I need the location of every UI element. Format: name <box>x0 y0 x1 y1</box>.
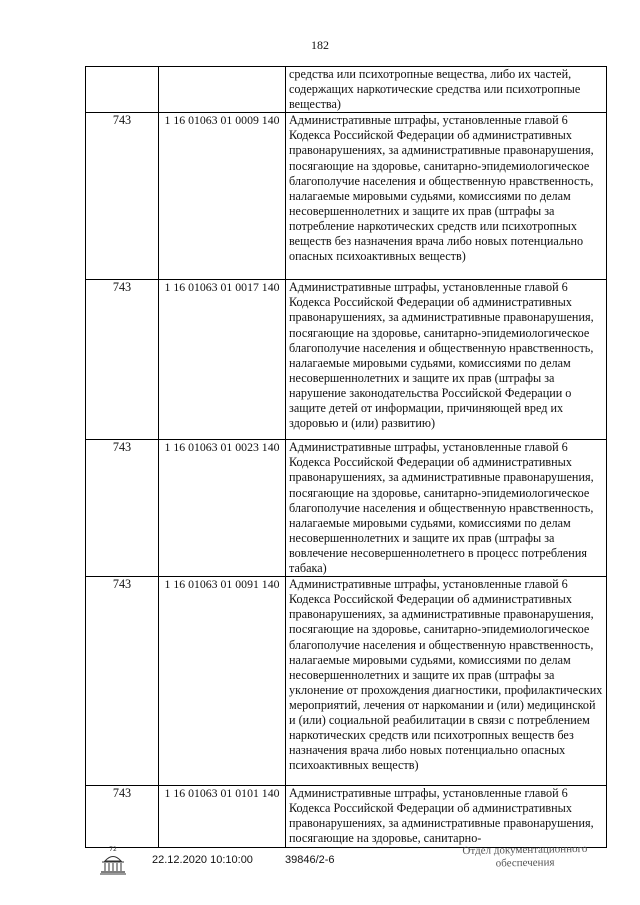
admin-code-cell: 743 <box>86 280 159 440</box>
table-row <box>86 440 607 577</box>
admin-code-cell <box>86 67 159 113</box>
table-row <box>86 786 607 847</box>
kbk-code-cell: 1 16 01063 01 0101 140 <box>159 786 286 847</box>
table-row <box>86 67 607 113</box>
table-row <box>86 280 607 440</box>
description-cell: Административные штрафы, установленные главой 6 Кодекса Российской Федерации об административных правонарушениях, за административные правонарушения, посягающие на здоровье, санитарно-эпидемиологическое благополучие населения и общественную нравственность, налагаемые мировыми судьями, комиссиями по делам несовершеннолетних и защите их прав (штрафы за потребление наркотических средств или психотропных веществ без назначения врача либо новых потенциально опасных психоактивных веществ) <box>286 113 607 280</box>
footer-datetime: 22.12.2020 10:10:00 <box>152 854 253 866</box>
table-row <box>86 577 607 786</box>
table-row <box>86 113 607 280</box>
stamp-line-2: обеспечения <box>495 856 555 870</box>
stamp-line-1: Отдел документационного <box>462 842 588 858</box>
admin-code-cell: 743 <box>86 440 159 577</box>
kbk-code-cell <box>159 67 286 113</box>
description-cell: Административные штрафы, установленные главой 6 Кодекса Российской Федерации об административных правонарушениях, за административные правонарушения, посягающие на здоровье, санитарно- <box>286 786 607 847</box>
page-number: 182 <box>311 38 329 52</box>
kbk-code-cell: 1 16 01063 01 0009 140 <box>159 113 286 280</box>
admin-code-cell: 743 <box>86 113 159 280</box>
description-cell: Административные штрафы, установленные главой 6 Кодекса Российской Федерации об административных правонарушениях, за административные правонарушения, посягающие на здоровье, санитарно-эпидемиологическое благополучие населения и общественную нравственность, налагаемые мировыми судьями, комиссиями по делам несовершеннолетних и защите их прав (штрафы за нарушение законодательства Российской Федерации о защите детей от информации, причиняющей вред их здоровью и (или) развитию) <box>286 280 607 440</box>
description-cell: Административные штрафы, установленные главой 6 Кодекса Российской Федерации об административных правонарушениях, за административные правонарушения, посягающие на здоровье, санитарно-эпидемиологическое благополучие населения и общественную нравственность, налагаемые мировыми судьями, комиссиями по делам несовершеннолетних и защите их прав (штрафы за вовлечение несовершеннолетнего в процесс потребления табака) <box>286 440 607 577</box>
department-stamp <box>450 843 600 872</box>
description-cell: средства или психотропные вещества, либо их частей, содержащих наркотические средства или психотропные вещества) <box>286 67 607 113</box>
kbk-code-cell: 1 16 01063 01 0091 140 <box>159 577 286 786</box>
description-cell: Административные штрафы, установленные главой 6 Кодекса Российской Федерации об административных правонарушениях, за административные правонарушения, посягающие на здоровье, санитарно-эпидемиологическое благополучие населения и общественную нравственность, налагаемые мировыми судьями, комиссиями по делам несовершеннолетних и защите их прав (штрафы за уклонение от прохождения диагностики, профилактических мероприятий, лечения от наркомании и (или) медицинской и (или) социальной реабилитации в связи с потреблением наркотических средств или психотропных веществ без назначения врача либо новых потенциально опасных психоактивных веществ) <box>286 577 607 786</box>
budget-code-table <box>85 66 607 848</box>
seal-text: 72 <box>109 846 117 853</box>
page-footer <box>0 842 640 902</box>
kbk-code-cell: 1 16 01063 01 0017 140 <box>159 280 286 440</box>
admin-code-cell: 743 <box>86 577 159 786</box>
duma-building-icon <box>96 844 130 878</box>
footer-doc-number: 39846/2-6 <box>285 854 335 866</box>
admin-code-cell: 743 <box>86 786 159 847</box>
kbk-code-cell: 1 16 01063 01 0023 140 <box>159 440 286 577</box>
